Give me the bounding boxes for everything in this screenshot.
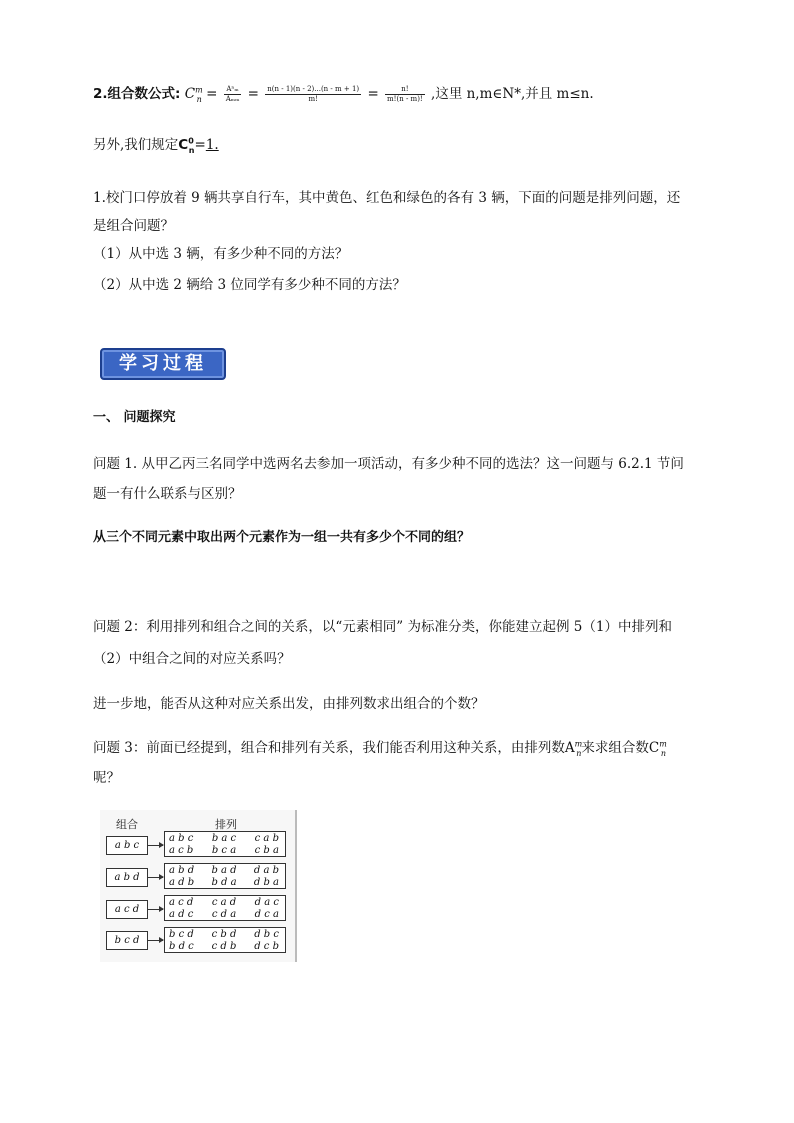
formula-lhs: $C^m_n$ xyxy=(184,85,203,104)
arrow-icon xyxy=(147,909,163,910)
rule-value: 1. xyxy=(205,137,219,153)
arrow-icon xyxy=(147,845,163,846)
section-heading: 一、 问题探究 xyxy=(93,410,176,425)
figure-header-permutation: 排列 xyxy=(215,818,237,831)
formula-tail: ,这里 n,m∈N*,并且 m≤n. xyxy=(431,86,594,102)
problem2-line3: 进一步地，能否从这种对应关系出发，由排列数求出组合的个数？ xyxy=(93,696,485,712)
perm-box: a b c b a c c a b a c b b c a c b a xyxy=(164,831,286,857)
rule-line: 另外,我们规定$C^0_n=1$. xyxy=(93,136,219,155)
formula-label: 2.组合数公式: xyxy=(93,86,181,102)
combo-box: b c d xyxy=(106,931,148,950)
exercise-sub-question-2: （2）从中选 2 辆给 3 位同学有多少种不同的方法？ xyxy=(93,277,406,293)
learning-process-banner: 学习过程 xyxy=(100,348,226,380)
exercise-sub-question-1: （1）从中选 3 辆，有多少种不同的方法？ xyxy=(93,246,349,262)
perm-box: a b d b a d d a b a d b b d a d b a xyxy=(164,863,286,889)
fraction-a-over-a: $\frac{\text{Aⁿₘ}}{\text{Aₘₘ}}$ xyxy=(225,85,240,103)
perm-box: a c d c a d d a c a d c c d a d c a xyxy=(164,895,286,921)
problem1-line1: 问题 1. 从甲乙丙三名同学中选两名去参加一项活动，有多少种不同的选法？这一问题与 6.2.1 节问 xyxy=(93,456,684,472)
problem1-bold-question: 从三个不同元素中取出两个元素作为一组一共有多少个不同的组？ xyxy=(93,530,471,545)
problem3-line2: 呢？ xyxy=(93,770,120,786)
perm-box: b c d c b d d b c b d c c d b d c b xyxy=(164,927,286,953)
combination-permutation-figure xyxy=(100,810,297,962)
exercise-question-line2: 是组合问题？ xyxy=(93,218,174,234)
exercise-question-line1: 1.校门口停放着 9 辆共享自行车，其中黄色、红色和绿色的各有 3 辆，下面的问题是排列问题，还 xyxy=(93,190,681,206)
problem1-line2: 题一有什么联系与区别？ xyxy=(93,486,242,502)
arrow-icon xyxy=(147,877,163,878)
problem3-line1: 问题 3：前面已经提到，组合和排列有关系，我们能否利用这种关系，由排列数$A^m_n$来求组合数$C^m_n$ xyxy=(93,739,667,758)
fraction-product-over-factorial: $\frac{n(n - 1)(n - 2)...(n - m + 1)}{m!}$ xyxy=(267,85,360,103)
combo-box: a b c xyxy=(106,836,148,855)
combo-box: a c d xyxy=(106,900,148,919)
combo-box: a b d xyxy=(106,868,148,887)
problem2-line2: （2）中组合之间的对应关系吗？ xyxy=(93,651,291,667)
figure-header-combination: 组合 xyxy=(116,818,138,831)
combination-formula: 2.组合数公式: $C^m_n$ = $\frac{\text{Aⁿₘ}}{\text{Aₘₘ}}$ = $\frac{n(n - 1)(n - 2)...(n - m + 1)}{m!}$ = $\frac{n!}{m!(n - m)!}$ ,这里 n,m∈N*,并且 m≤n. xyxy=(93,85,594,104)
arrow-icon xyxy=(147,940,163,941)
problem2-line1: 问题 2：利用排列和组合之间的关系，以“元素相同” 为标准分类，你能建立起例 5（1）中排列和 xyxy=(93,619,672,635)
fraction-factorial: $\frac{n!}{m!(n - m)!}$ xyxy=(387,85,423,103)
